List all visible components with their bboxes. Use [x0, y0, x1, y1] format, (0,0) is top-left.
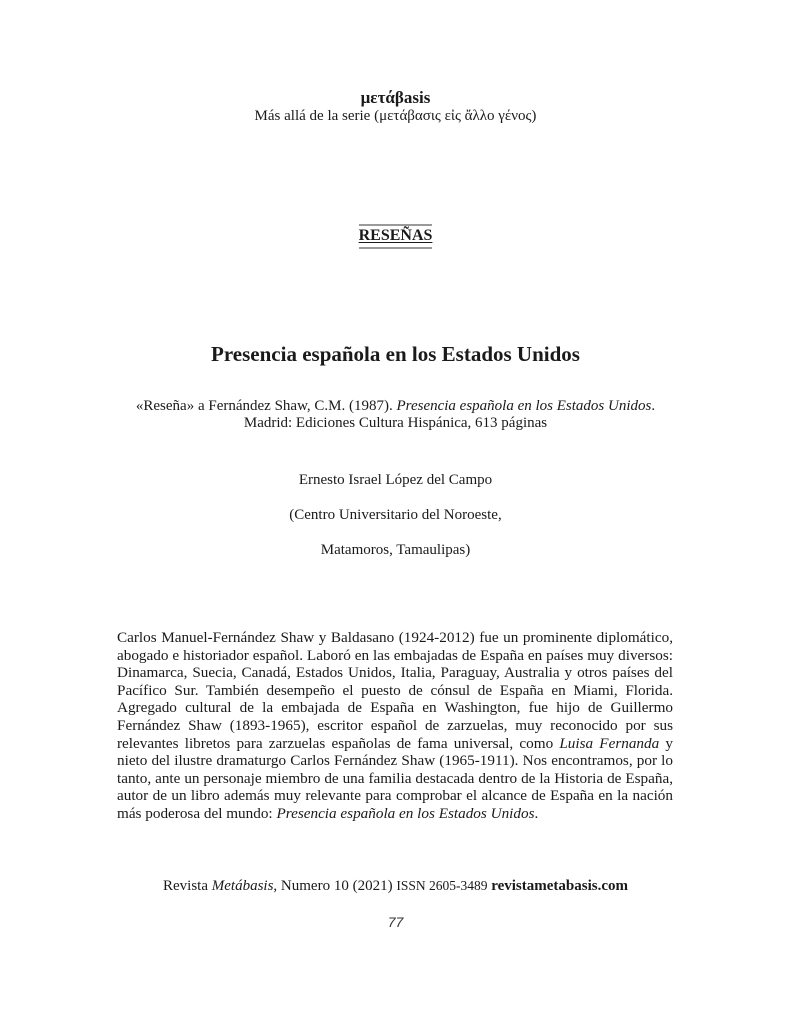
body-text-a: Carlos Manuel-Fernández Shaw y Baldasano (1924-2012) fue un prominente diplomático, abogado e historiador español. Laboró en las embajadas de España en países muy diversos: Dinamarca, Suecia, Canadá, Estados Unidos, Italia, Paraguay, Australia y otros países del Pacífico Sur. También desempeño el puesto de cónsul de España en Miami, Florida. Agregado cultural de la embajada de España en Washington, fue hijo de Guillermo Fernández Shaw (1893-1965), escritor español de zarzuelas, muy reconocido por sus relevantes libretos para zarzuelas españolas de fama universal, como — [117, 629, 673, 752]
footer-website: revistametabasis.com — [487, 878, 628, 894]
page-footer — [0, 877, 791, 895]
citation-book-title: Presencia española en los Estados Unidos — [396, 398, 652, 414]
footer-prefix: Revista — [163, 878, 212, 894]
body-text-c: . — [534, 804, 539, 822]
author-name: Ernesto Israel López del Campo — [298, 472, 493, 488]
citation-line-1 — [0, 397, 791, 415]
citation-suffix: . — [651, 398, 656, 414]
section-heading: RESEÑAS — [359, 224, 433, 249]
author-institution-line-1: (Centro Universitario del Noroeste, — [289, 507, 502, 523]
body-paragraph — [117, 629, 673, 823]
citation-line-2: Madrid: Ediciones Cultura Hispánica, 613 páginas — [243, 415, 548, 431]
author-institution-line-2: Matamoros, Tamaulipas) — [320, 542, 471, 558]
body-text-b: y nieto del ilustre dramaturgo Carlos Fernández Shaw (1965-1911). Nos encontramos, por lo tanto, ante un personaje miembro de una familia destacada dentro de la Historia de España, autor de un libro además muy relevante para comprobar el alcance de España en la nación más poderosa del mundo: — [117, 734, 673, 822]
citation-prefix: «Reseña» a Fernández Shaw, C.M. (1987). — [135, 398, 397, 414]
footer-journal-name: Metábasis — [211, 878, 274, 894]
footer-issue: , Numero 10 (2021) — [273, 878, 397, 894]
footer-issn: ISSN 2605-3489 — [396, 878, 488, 893]
page-number: 77 — [387, 914, 404, 930]
article-title: Presencia española en los Estados Unidos — [211, 342, 580, 366]
body-italic-work-title: Luisa Fernanda — [559, 734, 660, 752]
journal-name: μετάβasis — [360, 88, 431, 107]
body-italic-book-title: Presencia española en los Estados Unidos — [276, 804, 535, 822]
journal-subtitle: Más allá de la serie (μετάβασις εἰς ἄλλο γένος) — [254, 108, 537, 124]
section-heading-wrap — [0, 224, 791, 249]
